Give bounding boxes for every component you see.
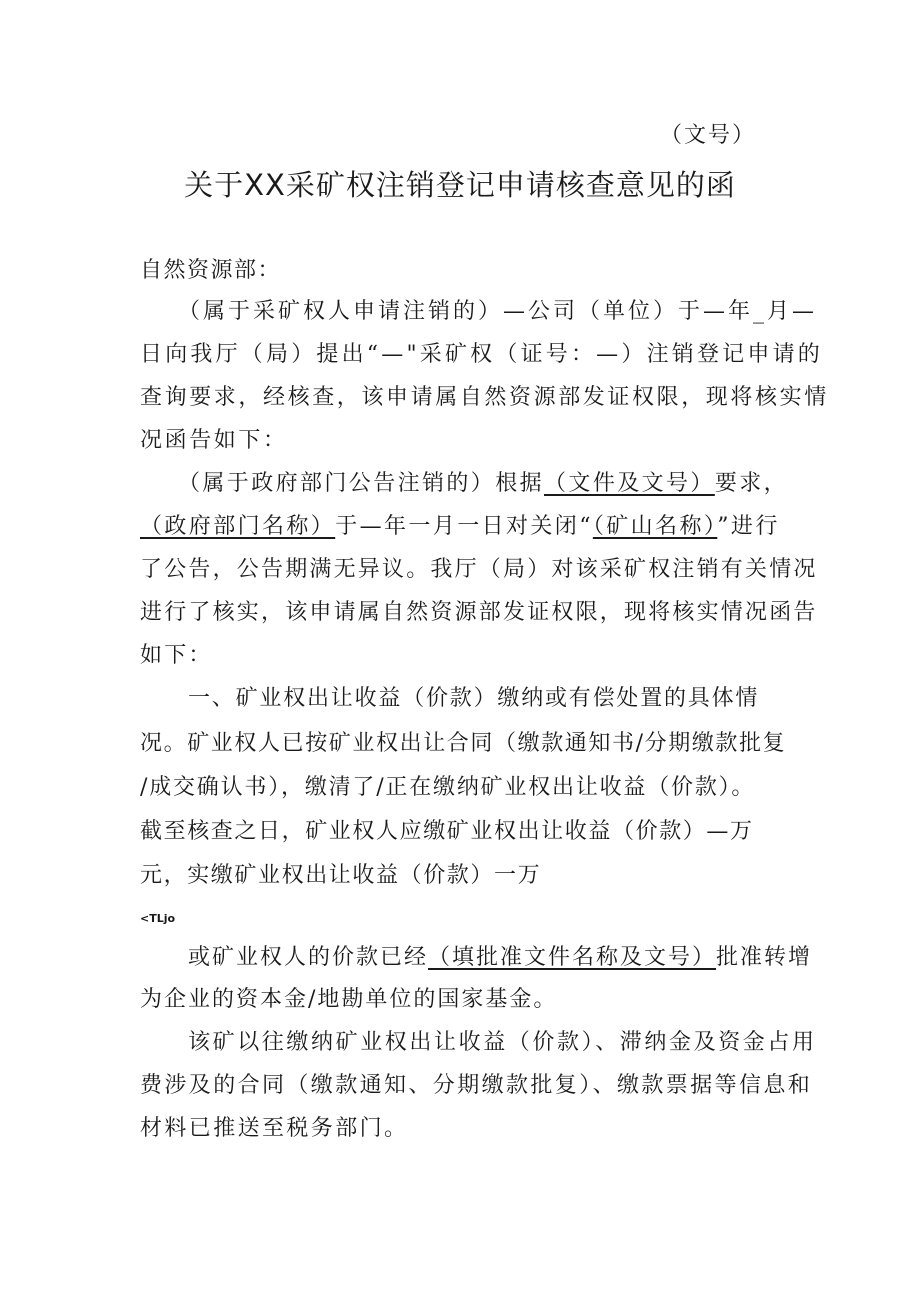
para2-line1 xyxy=(178,469,788,499)
para2-line2-text-a: 于—年一月一日对关闭“ xyxy=(335,514,593,539)
salutation: 自然资源部： xyxy=(140,258,282,283)
ocr-fragment: <TLjo xyxy=(140,912,176,925)
para3-line2: 为企业的资本金/地勘单位的国家基金。 xyxy=(140,987,558,1012)
para2-line2-text-b: ”进行 xyxy=(717,514,780,539)
section1-line2: 况。矿业权人已按矿业权出让合同（缴款通知书/分期缴款批复 xyxy=(140,731,787,756)
para2-file-ref: （文件及文号） xyxy=(544,471,715,496)
para1-line2: 日向我厅（局）提出“—"采矿权（证号：—）注销登记申请的 xyxy=(140,342,823,367)
section1-line4: 截至核查之日，矿业权人应缴矿业权出让收益（价款）—万 xyxy=(140,819,754,844)
para2-line3: 了公告，公告期满无异议。我厅（局）对该采矿权注销有关情况 xyxy=(140,557,818,582)
doc-number: （文号） xyxy=(660,123,757,148)
section1-line3: /成交确认书），缴清了/正在缴纳矿业权出让收益（价款）。 xyxy=(140,775,756,800)
para2-mine-name: （矿山名称） xyxy=(592,514,718,539)
page-title: 关于XX采矿权注销登记申请核查意见的函 xyxy=(184,168,736,202)
para2-line4: 进行了核实，该申请属自然资源部发证权限，现将核实情况函告 xyxy=(140,600,818,625)
para4-line3: 材料已推送至税务部门。 xyxy=(140,1116,409,1141)
para3-line1-text-b: 批准转增 xyxy=(716,945,813,970)
para1-line1: （属于采矿权人申请注销的）—公司（单位）于—年_月— xyxy=(178,299,818,324)
para4-line2: 费涉及的合同（缴款通知、分期缴款批复）、缴款票据等信息和 xyxy=(140,1073,813,1098)
para2-line5: 如下： xyxy=(140,643,213,668)
para1-line3: 查询要求，经核查，该申请属自然资源部发证权限，现将核实情 xyxy=(140,385,829,410)
para3-line1-text-a: 或矿业权人的价款已经 xyxy=(188,945,429,970)
para2-gov-dept: （政府部门名称） xyxy=(140,514,336,539)
para2-line1-text-b: 要求， xyxy=(714,471,789,496)
para2-line2 xyxy=(140,512,780,542)
para1-line4: 况函告如下： xyxy=(140,428,288,453)
para2-line1-text-a: （属于政府部门公告注销的）根据 xyxy=(178,471,545,496)
para4-line1: 该矿以往缴纳矿业权出让收益（价款）、滞纳金及资金占用 xyxy=(188,1030,817,1055)
para3-approval-doc: （填批准文件名称及文号） xyxy=(428,945,717,970)
para3-line1 xyxy=(188,943,812,973)
section1-line5: 元，实缴矿业权出让收益（价款）一万 xyxy=(140,863,542,888)
section1-line1: 一、矿业权出让收益（价款）缴纳或有偿处置的具体情 xyxy=(188,686,760,711)
